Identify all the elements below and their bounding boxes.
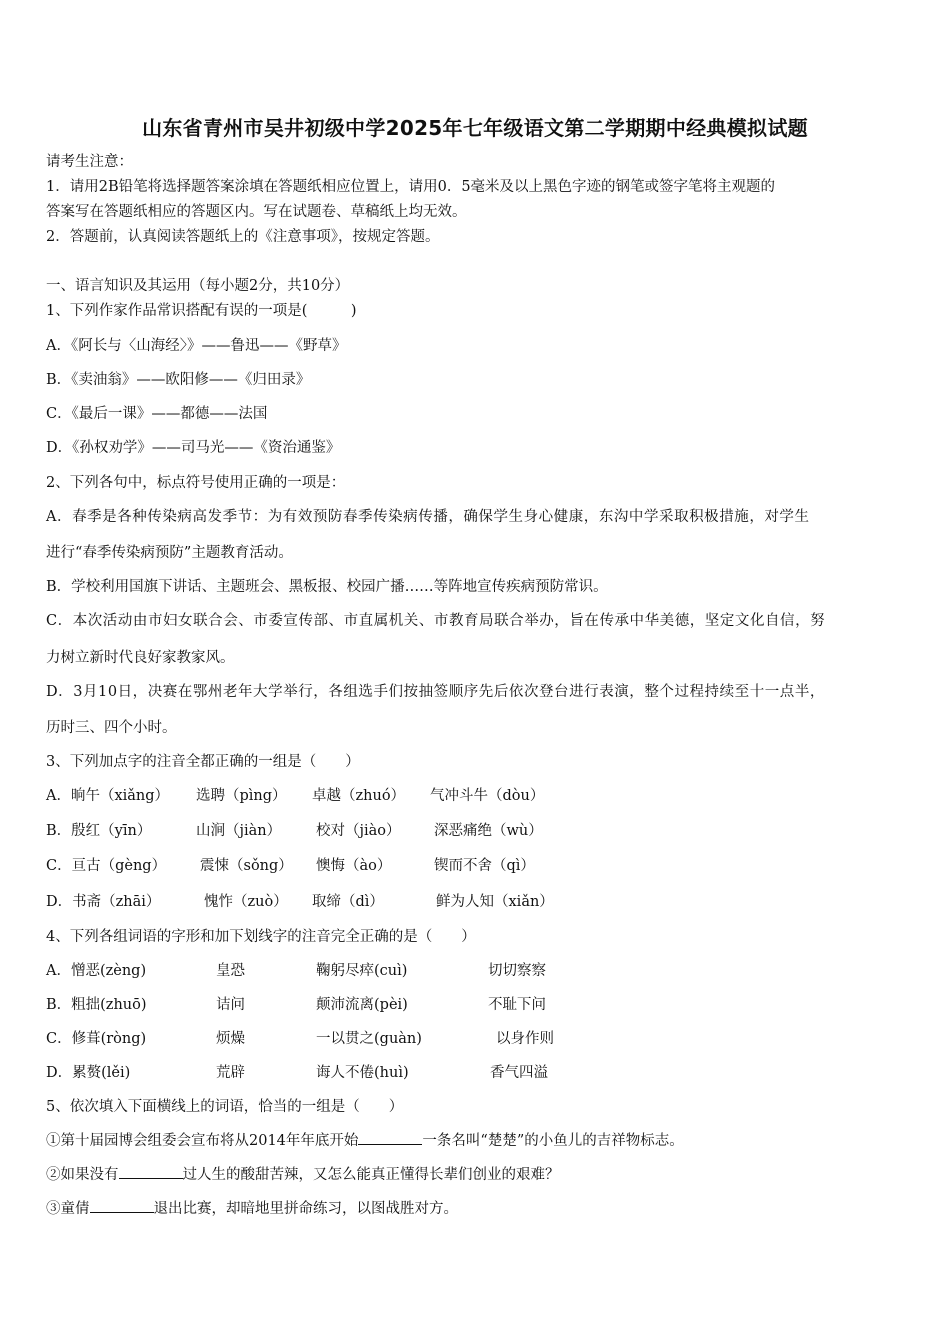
- q2-option-c-line2: 力树立新时代良好家教家风。: [46, 650, 235, 666]
- q3-a-word1: A．晌午（xiǎng）: [46, 788, 170, 804]
- q2-option-d-line2: 历时三、四个小时。: [46, 720, 177, 736]
- q3-c-word4: 锲而不舍（qì）: [434, 858, 535, 874]
- notice-heading: 请考生注意：: [46, 154, 133, 170]
- q4-b-word1: B．粗拙(zhuō): [46, 997, 147, 1013]
- q2-stem: 2、下列各句中，标点符号使用正确的一项是：: [46, 475, 346, 491]
- notice-item-1b: 答案写在答题纸相应的答题区内。写在试题卷、草稿纸上均无效。: [46, 204, 467, 220]
- q2-option-b: B．学校利用国旗下讲话、主题班会、黑板报、校园广播……等阵地宣传疾病预防常识。: [46, 579, 608, 595]
- q4-c-word2: 烦燥: [216, 1031, 245, 1047]
- q3-a-word2: 选聘（pìng）: [196, 788, 287, 804]
- q3-b-word4: 深恶痛绝（wù）: [434, 823, 543, 839]
- q5-s1-blank: [358, 1130, 422, 1145]
- q3-b-word3: 校对（jiào）: [316, 823, 401, 839]
- q4-d-word1: D．累赘(lěi): [46, 1065, 131, 1081]
- q1-option-d: D．《孙权劝学》——司马光——《资治通鉴》: [46, 440, 341, 456]
- q4-b-word4: 不耻下问: [488, 997, 546, 1013]
- q2-option-a-line1: A．春季是各种传染病高发季节：为有效预防春季传染病传播，确保学生身心健康，东沟中学采取积极措施，对学生: [46, 509, 810, 525]
- q3-c-word2: 震悚（sǒng）: [200, 858, 293, 874]
- q4-a-word1: A．憎恶(zèng): [46, 963, 147, 979]
- q1-option-c: C．《最后一课》——都德——法国: [46, 406, 268, 422]
- q4-a-word2: 皇恐: [216, 963, 245, 979]
- q5-s3-blank: [90, 1198, 154, 1213]
- notice-item-1a: 1．请用2B铅笔将选择题答案涂填在答题纸相应位置上，请用0．5毫米及以上黑色字迹的钢笔或签字笔将主观题的: [46, 179, 776, 195]
- q4-c-word3: 一以贯之(guàn): [316, 1031, 422, 1047]
- q5-s3-part1: ③童倩: [46, 1201, 90, 1217]
- q5-s3-part2: 退出比赛，却暗地里拼命练习，以图战胜对方。: [153, 1201, 458, 1217]
- q4-a-word4: 切切察察: [488, 963, 546, 979]
- q2-option-a-line2: 进行“春季传染病预防”主题教育活动。: [46, 545, 293, 561]
- q5-stem: 5、依次填入下面横线上的词语，恰当的一组是（ ）: [46, 1099, 404, 1115]
- q1-stem: 1、下列作家作品常识搭配有误的一项是( ): [46, 303, 357, 319]
- q5-s1-part2: 一条名叫“楚楚”的小鱼儿的吉祥物标志。: [422, 1133, 684, 1149]
- q4-d-word3: 诲人不倦(huì): [316, 1065, 409, 1081]
- q4-d-word4: 香气四溢: [490, 1065, 548, 1081]
- q3-d-word4: 鲜为人知（xiǎn）: [436, 894, 554, 910]
- q4-stem: 4、下列各组词语的字形和加下划线字的注音完全正确的是（ ）: [46, 929, 476, 945]
- q1-option-b: B．《卖油翁》——欧阳修——《归田录》: [46, 372, 311, 388]
- q4-d-word2: 荒辟: [216, 1065, 245, 1081]
- q5-s1-part1: ①第十届园博会组委会宣布将从2014年年底开始: [46, 1133, 359, 1149]
- q5-sentence-3: [46, 1198, 458, 1219]
- q5-sentence-2: [46, 1164, 560, 1185]
- q4-a-word3: 鞠躬尽瘁(cuì): [316, 963, 408, 979]
- q3-c-word3: 懊悔（ào）: [316, 858, 392, 874]
- exam-title: 山东省青州市吴井初级中学2025年七年级语文第二学期期中经典模拟试题: [142, 116, 808, 140]
- q5-s2-part2: 过人生的酸甜苦辣，又怎么能真正懂得长辈们创业的艰难？: [182, 1167, 560, 1183]
- q3-a-word3: 卓越（zhuó）: [312, 788, 406, 804]
- q4-b-word3: 颠沛流离(pèi): [316, 997, 408, 1013]
- q1-option-a: A．《阿长与〈山海经〉》——鲁迅——《野草》: [46, 338, 347, 354]
- q3-a-word4: 气冲斗牛（dòu）: [430, 788, 545, 804]
- q5-s2-blank: [119, 1164, 183, 1179]
- q3-d-word2: 愧怍（zuò）: [204, 894, 288, 910]
- q4-c-word4: 以身作则: [496, 1031, 554, 1047]
- q4-c-word1: C．修葺(ròng): [46, 1031, 147, 1047]
- q3-d-word3: 取缔（dì）: [312, 894, 384, 910]
- q3-b-word2: 山涧（jiàn）: [196, 823, 282, 839]
- q5-sentence-1: [46, 1130, 684, 1151]
- q3-c-word1: C．亘古（gèng）: [46, 858, 167, 874]
- q3-b-word1: B．殷红（yīn）: [46, 823, 152, 839]
- q4-b-word2: 诘问: [216, 997, 245, 1013]
- notice-item-2: 2．答题前，认真阅读答题纸上的《注意事项》，按规定答题。: [46, 229, 440, 245]
- q2-option-d-line1: D．3月10日，决赛在鄂州老年大学举行，各组选手们按抽签顺序先后依次登台进行表演，整个过程持续至十一点半，: [46, 684, 825, 700]
- section-heading: 一、语言知识及其运用（每小题2分，共10分）: [46, 278, 350, 294]
- q3-d-word1: D．书斋（zhāi）: [46, 894, 161, 910]
- q3-stem: 3、下列加点字的注音全都正确的一组是（ ）: [46, 754, 360, 770]
- q5-s2-part1: ②如果没有: [46, 1167, 119, 1183]
- q2-option-c-line1: C．本次活动由市妇女联合会、市委宣传部、市直属机关、市教育局联合举办，旨在传承中华美德，坚定文化自信，努: [46, 613, 826, 629]
